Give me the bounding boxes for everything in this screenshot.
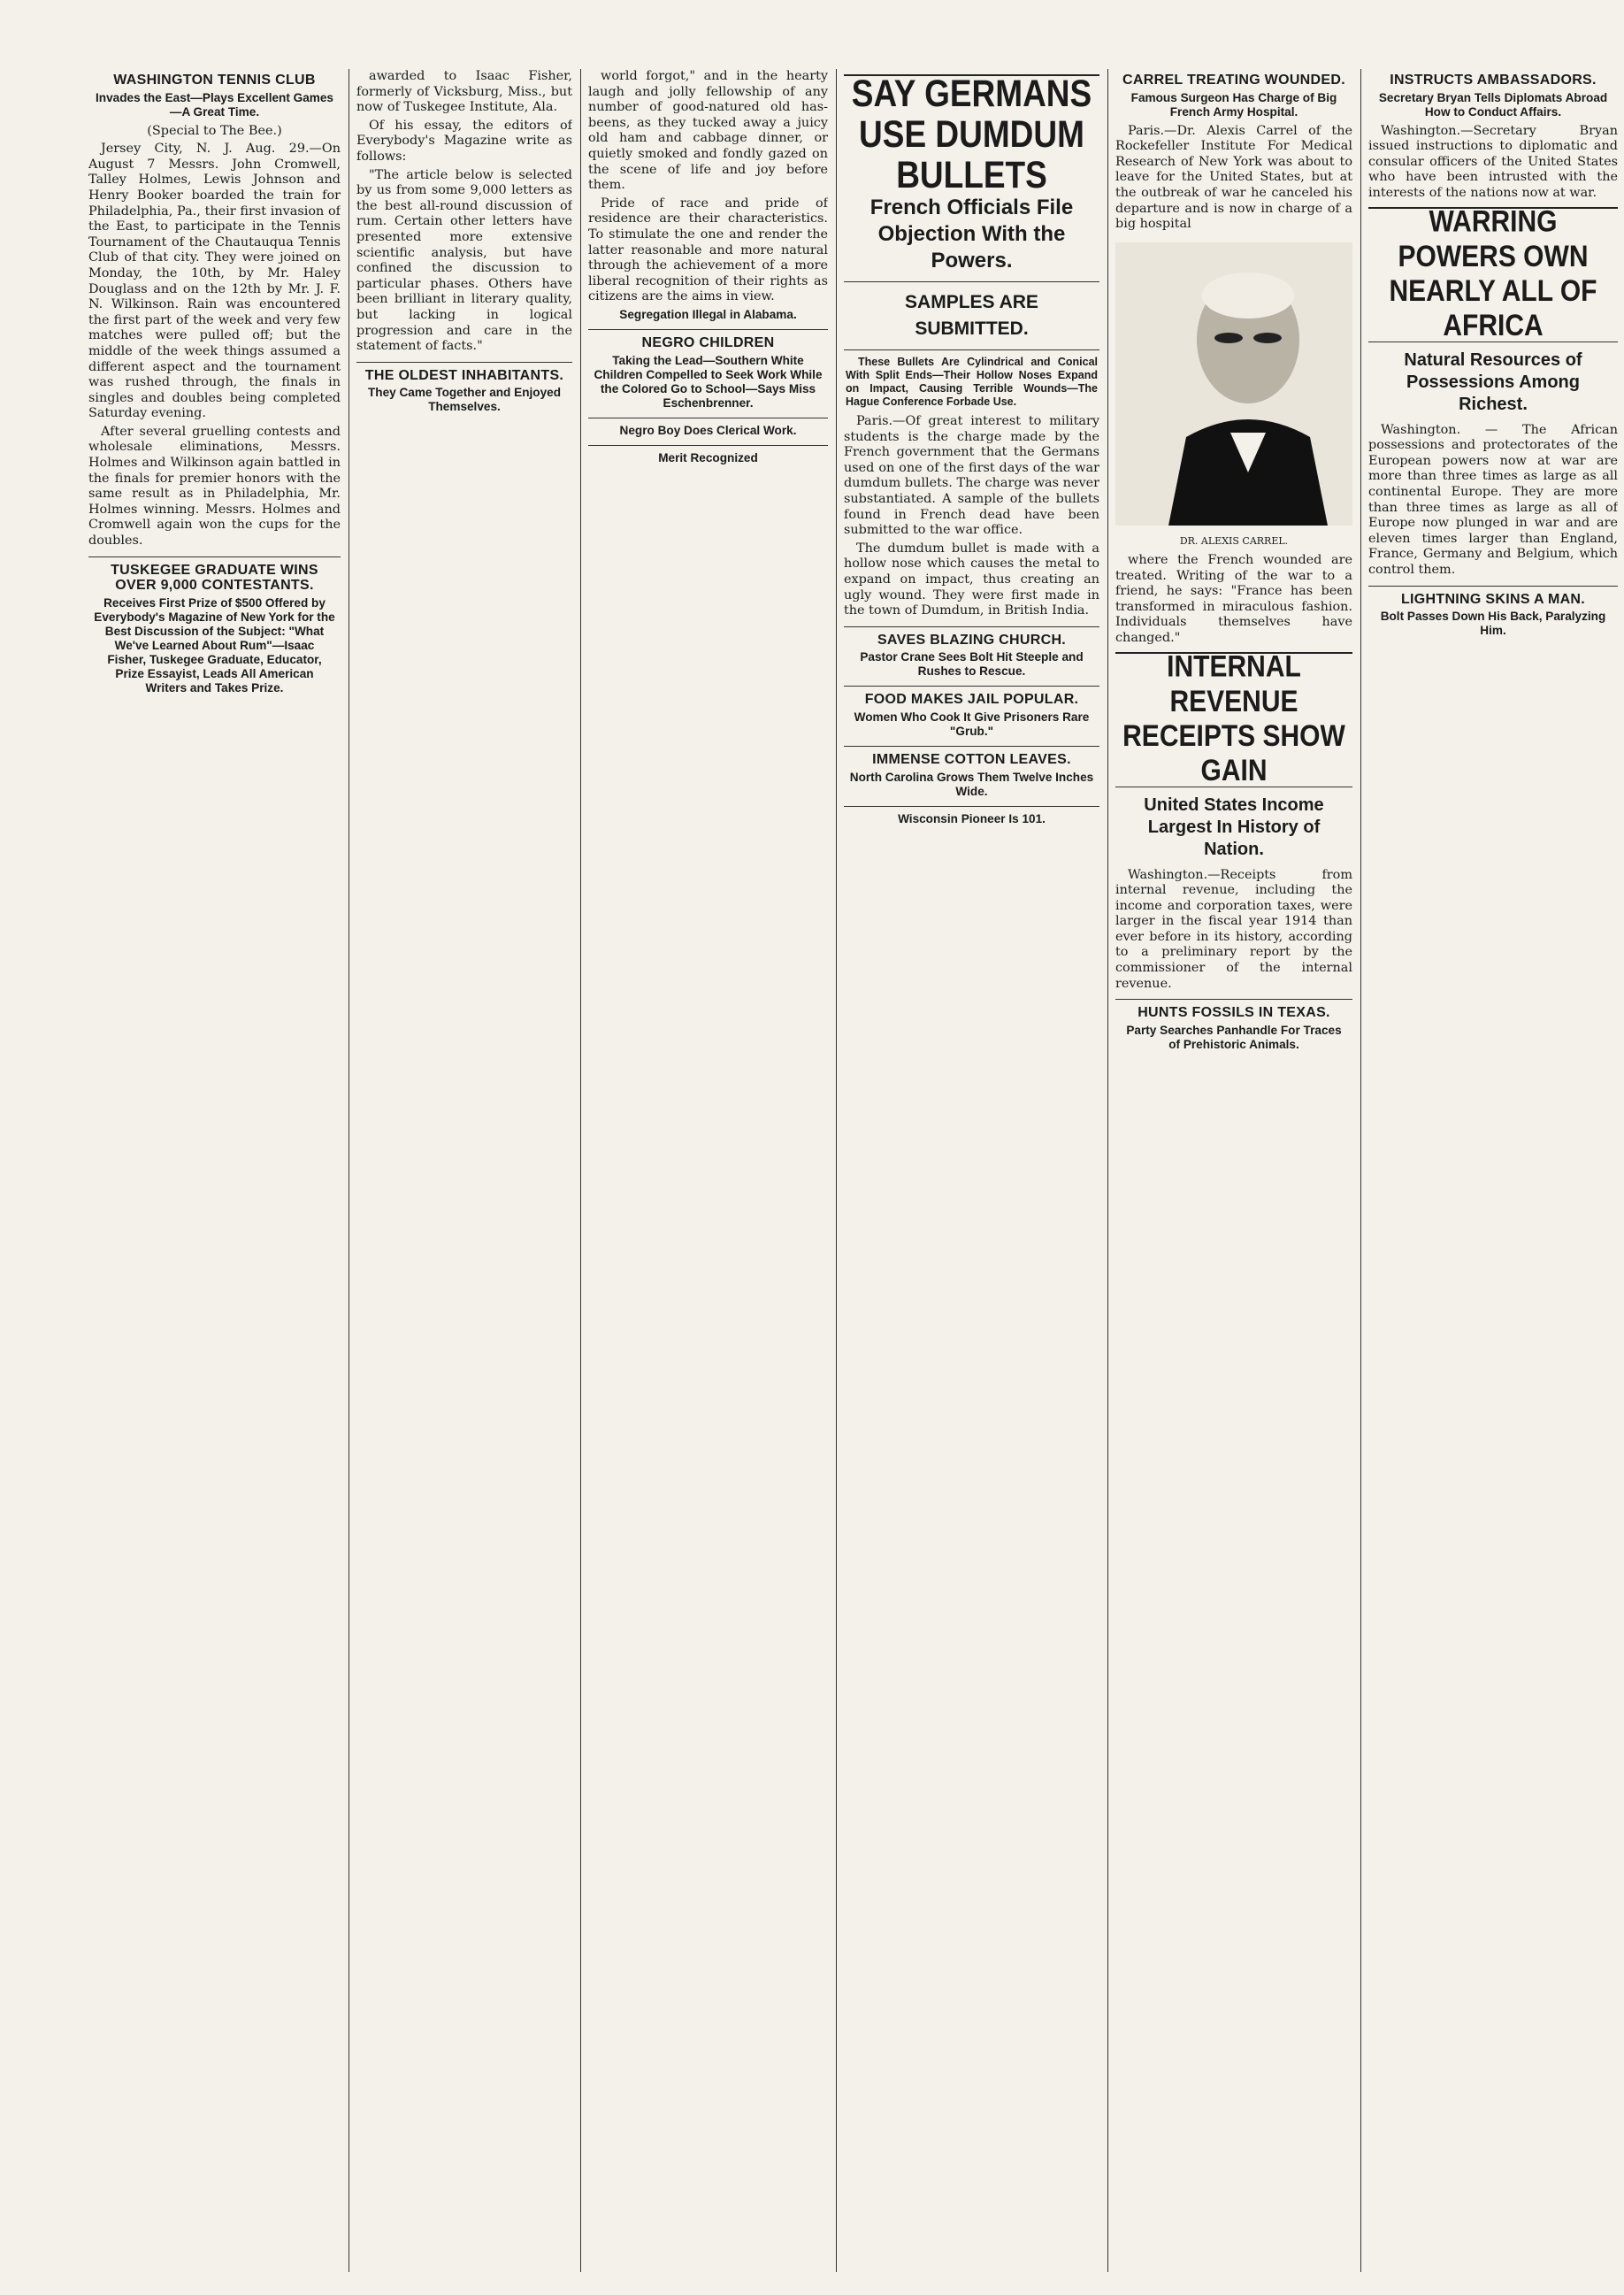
cotton-headline: IMMENSE COTTON LEAVES. <box>872 751 1071 767</box>
divider <box>844 686 1099 687</box>
divider <box>1115 999 1352 1000</box>
jail-headline: FOOD MAKES JAIL POPULAR. <box>864 692 1079 708</box>
africa-paragraph: Washington. — The African possessions and protectorates of the European powers now at war are more than three times as large as all continental Europe. They are more than three times as large as all of Europe now plunged in war and are eleven times larger than England, France, Germany and Belgium, which control them. <box>1368 422 1618 577</box>
segregation-headline: Segregation Illegal in Alabama. <box>619 307 797 321</box>
negro-children-headline: NEGRO CHILDREN <box>641 334 775 350</box>
lightning-headline: LIGHTNING SKINS A MAN. <box>1400 591 1586 607</box>
revenue-deck: United States Income Largest In History of Nation. <box>1144 794 1324 859</box>
fossils-headline: HUNTS FOSSILS IN TEXAS. <box>1138 1005 1330 1021</box>
church-headline: SAVES BLAZING CHURCH. <box>877 632 1067 648</box>
divider <box>844 281 1099 282</box>
fossils-deck: Party Searches Panhandle For Traces of Prehistoric Animals. <box>1126 1023 1342 1051</box>
divider <box>588 329 828 330</box>
column-rule <box>1360 69 1361 2272</box>
divider <box>88 556 341 557</box>
merit-headline: Merit Recognized <box>658 450 758 464</box>
germans-deck: French Officials File Objection With the Powers. <box>869 196 1074 272</box>
ambassadors-paragraph: Washington.—Secretary Bryan issued instructions to diplomatic and consular officers of the United States who have been intrusted with the interests of the nations now at war. <box>1368 123 1618 200</box>
cotton-deck: North Carolina Grows Them Twelve Inches Wide. <box>849 770 1094 798</box>
divider <box>844 806 1099 807</box>
column-rule <box>1107 69 1108 2272</box>
tennis-dateline: (Special to The Bee.) <box>147 123 282 138</box>
tennis-paragraph: Jersey City, N. J. Aug. 29.—On August 7 Messrs. John Cromwell, Talley Holmes, Lewis Johnson and Henry Booker boarded the train for Philadelphia, Pa., their first invasion of the East, to participate in the Tennis Tournament of the Chautauqua Tennis Club of that city. They were joined on Monday, the 10th, by Mr. Haley Douglass and on the 12th by Mr. J. F. N. Wilkinson. Rain was encountered the first part of the week and very few matches were pulled off; but the middle of the week things assumed a different aspect and the tournament was rushed through, the finals in singles and doubles being completed Saturday evening. <box>88 142 341 421</box>
jail-deck: Women Who Cook It Give Prisoners Rare "Grub." <box>854 710 1090 738</box>
essay-paragraph: Of his essay, the editors of Everybody's Magazine write as follows: <box>356 118 572 164</box>
column-6 <box>1368 69 1618 2272</box>
ambassadors-deck: Secretary Bryan Tells Diplomats Abroad How to Conduct Affairs. <box>1378 90 1608 119</box>
germans-deck-2: SAMPLES ARE SUBMITTED. <box>905 292 1038 339</box>
carrel-headline: CARREL TREATING WOUNDED. <box>1122 73 1345 88</box>
essay-paragraph: "The article below is selected by us from some 9,000 letters as the best all-round discussion of rum. Certain other letters have presented more extensive scientific analysis, but have confined the discussion to particular phases. Others have been brilliant in literary quality, but lacking in logical progression and care in the statement of facts." <box>356 167 572 354</box>
divider <box>356 362 572 363</box>
column-rule <box>836 69 837 2272</box>
germans-headline: SAY GERMANS USE DUMDUM BULLETS <box>851 72 1092 196</box>
germans-paragraph: The dumdum bullet is made with a hollow nose which causes the metal to expand on impact, thus creating an ugly wound. They were first made in the town of Dumdum, in British India. <box>844 541 1099 618</box>
tennis-deck: Invades the East—Plays Excellent Games—A Great Time. <box>96 90 333 119</box>
lightning-deck: Bolt Passes Down His Back, Paralyzing Him. <box>1380 610 1606 638</box>
ambassadors-headline: INSTRUCTS AMBASSADORS. <box>1390 73 1597 88</box>
divider <box>844 626 1099 627</box>
oldest-paragraph: Pride of race and pride of residence are their characteristics. To stimulate the one and render the latter reasonable and more natural through the achievement of a more liberal recognition of their rights as citizens are the aims in view. <box>588 196 828 304</box>
carrel-deck: Famous Surgeon Has Charge of Big French Army Hospital. <box>1130 90 1337 119</box>
oldest-paragraph: world forgot," and in the hearty laugh and jolly fellowship of any number of good-natured old has-beens, as they tucked away a juicy old ham and cabbage dinner, or quietly smoked and fondly gazed on the scene of life and joy before them. <box>588 69 828 193</box>
oldest-headline: THE OLDEST INHABITANTS. <box>364 367 564 383</box>
pioneer-headline: Wisconsin Pioneer Is 101. <box>898 811 1046 825</box>
negro-children-deck: Taking the Lead—Southern White Children Compelled to Seek Work While the Colored Go to School—Says Miss Eschenbrenner. <box>594 353 823 410</box>
column-rule <box>580 69 581 2272</box>
church-deck: Pastor Crane Sees Bolt Hit Steeple and Rushes to Rescue. <box>860 650 1084 679</box>
germans-paragraph: Paris.—Of great interest to military students is the charge made by the French government that the Germans used on one of the first days of the war dumdum bullets. The charge was never substantiated. A sample of the bullets found in French dead have been submitted to the war office. <box>844 414 1099 538</box>
column-5 <box>1115 69 1352 2272</box>
carrel-paragraph: where the French wounded are treated. Writing of the war to a friend, he says: "France has been transformed in miraculous fashion. Individuals themselves have changed." <box>1115 552 1352 645</box>
column-2 <box>356 69 572 2272</box>
column-1 <box>88 69 341 2272</box>
revenue-headline: INTERNAL REVENUE RECEIPTS SHOW GAIN <box>1122 649 1345 787</box>
tennis-paragraph: After several gruelling contests and wholesale eliminations, Messrs. Holmes and Wilkinson again battled in the finals for premier honors with the same result as in Philadelphia, Mr. Holmes winning. Messrs. Holmes and Cromwell again won the cups for the doubles. <box>88 424 341 549</box>
divider <box>844 349 1099 350</box>
essay-paragraph: awarded to Isaac Fisher, formerly of Vicksburg, Miss., but now of Tuskegee Institute, Ala. <box>356 69 572 115</box>
negro-boy-headline: Negro Boy Does Clerical Work. <box>619 423 797 437</box>
tuskegee-headline: TUSKEGEE GRADUATE WINS OVER 9,000 CONTESTANTS. <box>111 562 318 594</box>
germans-summary: These Bullets Are Cylindrical and Conical With Split Ends—Their Hollow Noses Expand on Impact, Causing Terrible Wounds—The Hague Conference Forbade Use. <box>846 356 1098 408</box>
divider <box>588 445 828 446</box>
oldest-deck: They Came Together and Enjoyed Themselves. <box>367 386 562 414</box>
carrel-portrait <box>1115 242 1352 526</box>
tennis-headline: WASHINGTON TENNIS CLUB <box>113 73 316 88</box>
africa-deck: Natural Resources of Possessions Among Richest. <box>1404 349 1582 414</box>
africa-headline: WARRING POWERS OWN NEARLY ALL OF AFRICA <box>1389 204 1597 342</box>
column-3 <box>588 69 828 2272</box>
carrel-caption: DR. ALEXIS CARREL. <box>1179 535 1289 548</box>
divider <box>1368 586 1618 587</box>
revenue-paragraph: Washington.—Receipts from internal revenue, including the income and corporation taxes, were larger in the fiscal year 1914 than ever before in its history, according to a preliminary report by the commissioner of the internal revenue. <box>1115 867 1352 991</box>
column-4 <box>844 69 1099 2272</box>
divider <box>844 746 1099 747</box>
carrel-paragraph: Paris.—Dr. Alexis Carrel of the Rockefeller Institute For Medical Research of New York was about to leave for the United States, but at the outbreak of war he canceled his departure and is now in charge of a big hospital <box>1115 123 1352 232</box>
tuskegee-deck: Receives First Prize of $500 Offered by Everybody's Magazine of New York for the Best Discussion of the Subject: "What We've Learned About Rum"—Isaac Fisher, Tuskegee Graduate, Educator, Prize Essayist, Leads All American Writers and Takes Prize. <box>94 595 335 695</box>
